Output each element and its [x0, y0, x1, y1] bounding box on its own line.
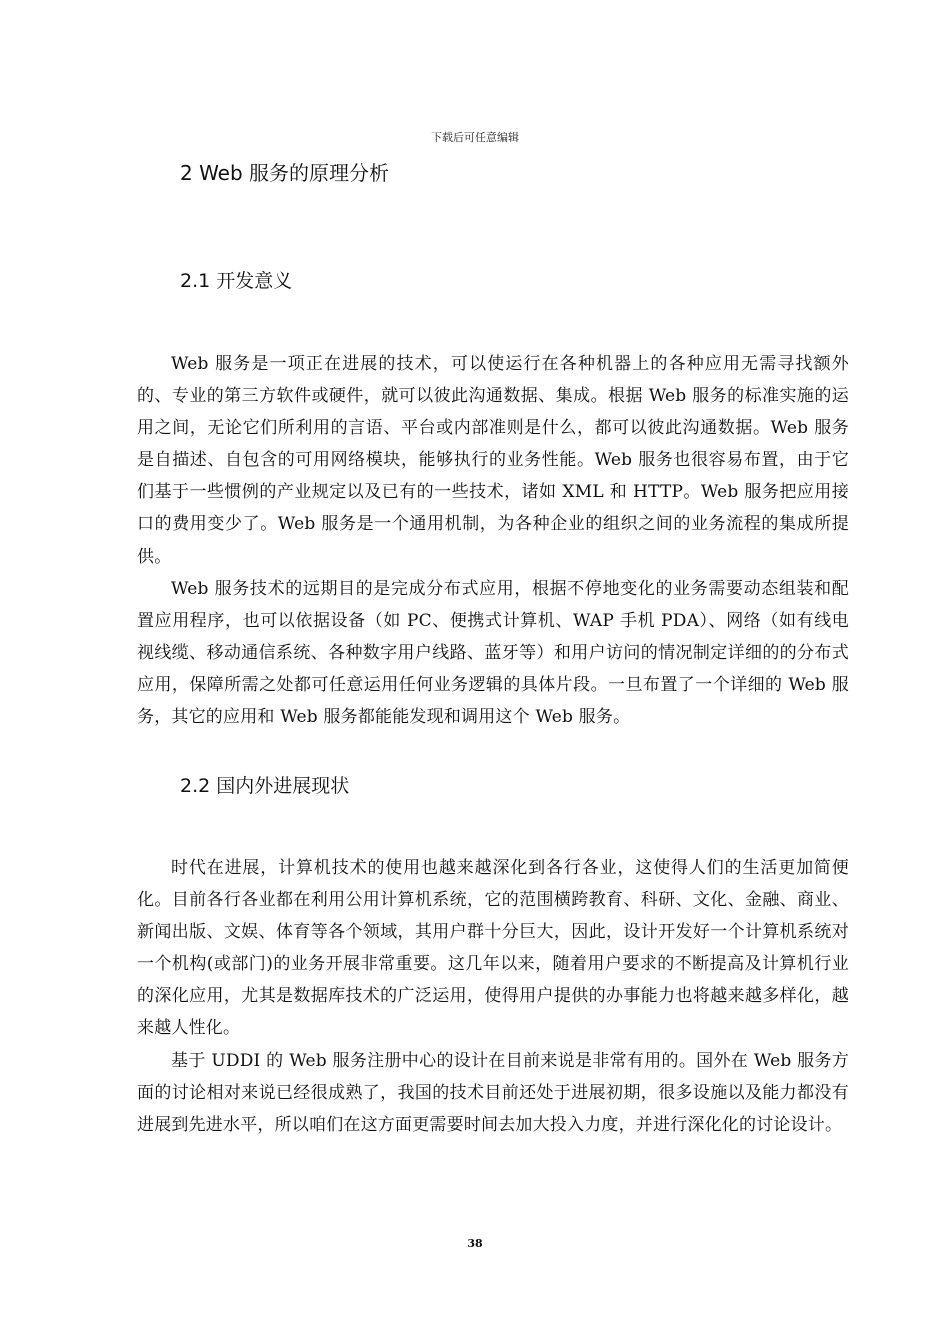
page-number: 38 [467, 1237, 483, 1250]
paragraph: 时代在进展，计算机技术的使用也越来越深化到各行各业，这使得人们的生活更加简便化。目前各行各业都在利用公用计算机系统，它的范围横跨教育、科研、文化、金融、商业、新闻出版、文娱、体育等各个领域，其用户群十分巨大，因此，设计开发好一个计算机系统对一个机构(或部门)的业务开展非常重要。这几年以来，随着用户要求的不断提高及计算机行业的深化应用，尤其是数据库技术的广泛运用，使得用户提供的办事能力也将越来越多样化，越来越人性化。 [137, 858, 849, 1039]
paragraph: 基于 UDDI 的 Web 服务注册中心的设计在目前来说是非常有用的。国外在 Web 服务方面的讨论相对来说已经很成熟了，我国的技术目前还处于进展初期，很多设施以及能力都没有进展到先进水平，所以咱们在这方面更需要时间去加大投入力度，并进行深化化的讨论设计。 [137, 1050, 849, 1135]
section-title-research-status: 2.2 国内外进展现状 [180, 775, 350, 797]
section-title-development-significance: 2.1 开发意义 [180, 270, 293, 292]
section-body-research-status [137, 852, 849, 1141]
section-body-development-significance [137, 348, 849, 733]
paragraph: Web 服务技术的远期目的是完成分布式应用，根据不停地变化的业务需要动态组装和配置应用程序，也可以依据设备（如 PC、便携式计算机、WAP 手机 PDA）、网络（如有线电视线缆、移动通信系统、各种数字用户线路、蓝牙等）和用户访问的情况制定详细的的分布式应用，保障所需之处都可任意运用任何业务逻辑的具体片段。一旦布置了一个详细的 Web 服务，其它的应用和 Web 服务都能能发现和调用这个 Web 服务。 [137, 578, 849, 728]
chapter-title: 2 Web 服务的原理分析 [180, 161, 390, 185]
paragraph: Web 服务是一项正在进展的技术，可以使运行在各种机器上的各种应用无需寻找额外的、专业的第三方软件或硬件，就可以彼此沟通数据、集成。根据 Web 服务的标准实施的运用之间，无论它们所利用的言语、平台或内部准则是什么，都可以彼此沟通数据。Web 服务是自描述、自包含的可用网络模块，能够执行的业务性能。Web 服务也很容易布置，由于它们基于一些惯例的产业规定以及已有的一些技术，诸如 XML 和 HTTP。Web 服务把应用接口的费用变少了。Web 服务是一个通用机制，为各种企业的组织之间的业务流程的集成所提供。 [137, 354, 849, 567]
page-header: 下载后可任意编辑 [431, 131, 519, 144]
